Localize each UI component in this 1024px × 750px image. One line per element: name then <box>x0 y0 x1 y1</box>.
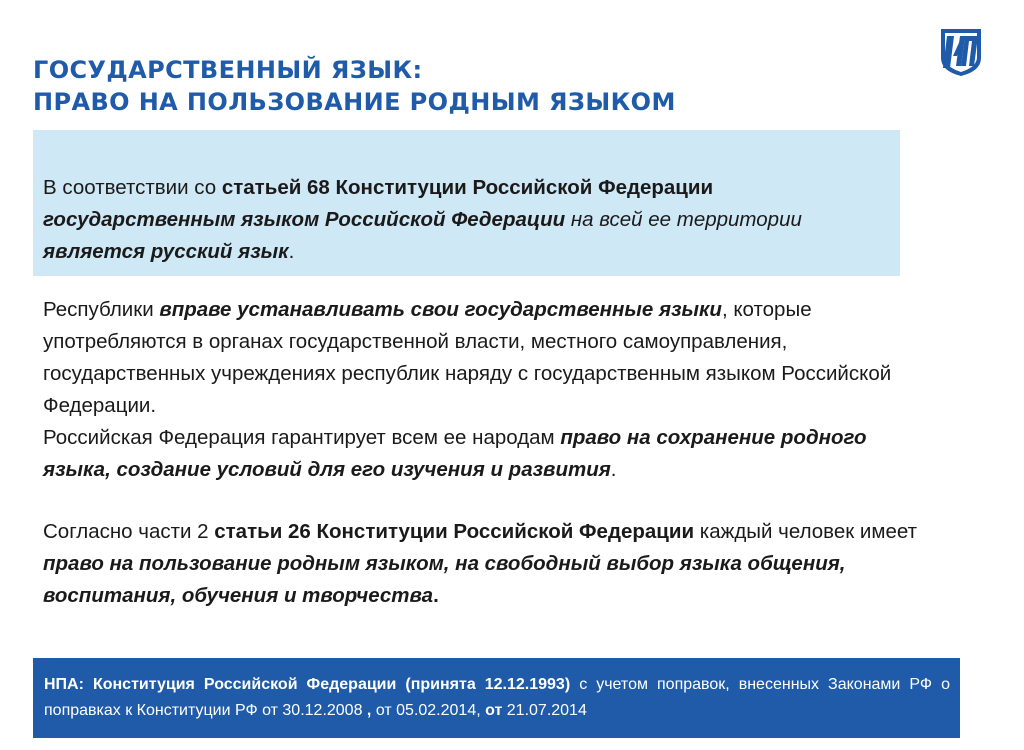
title-line-2: ПРАВО НА ПОЛЬЗОВАНИЕ РОДНЫМ ЯЗЫКОМ <box>33 88 676 116</box>
article-26-paragraph: Согласно части 2 статьи 26 Конституции Российской Федерации каждый человек имеет право на пользование родным языком, на свободный выбор языка общения, воспитания, обучения и творчества. <box>43 520 917 607</box>
npa-reference-box <box>33 658 960 738</box>
title-line-1: ГОСУДАРСТВЕННЫЙ ЯЗЫК: <box>33 56 423 84</box>
guarantee-paragraph: Российская Федерация гарантирует всем ее народам право на сохранение родного языка, создание условий для его изучения и развития. <box>43 426 867 481</box>
republics-paragraph: Республики вправе устанавливать свои государственные языки, которые употребляются в органах государственной власти, местного самоуправления, государственных учреждениях республик наряду с государственным языком Российской Федерации. <box>43 298 892 417</box>
ip-shield-logo-icon <box>938 26 984 78</box>
npa-text: НПА: Конституция Российской Федерации (принята 12.12.1993) с учетом поправок, внесенных Законами РФ о поправках к Конституции РФ от 30.12.2008 , от 05.02.2014, от 21.07.2014 <box>44 676 950 719</box>
paragraph-spacer <box>43 486 923 516</box>
main-body-text <box>43 294 923 612</box>
constitution-article-68-box <box>33 130 900 276</box>
article-68-text: В соответствии со статьей 68 Конституции Российской Федерации государственным языком Российской Федерации на всей ее территории является русский язык. <box>43 176 802 263</box>
page-title <box>33 54 676 118</box>
